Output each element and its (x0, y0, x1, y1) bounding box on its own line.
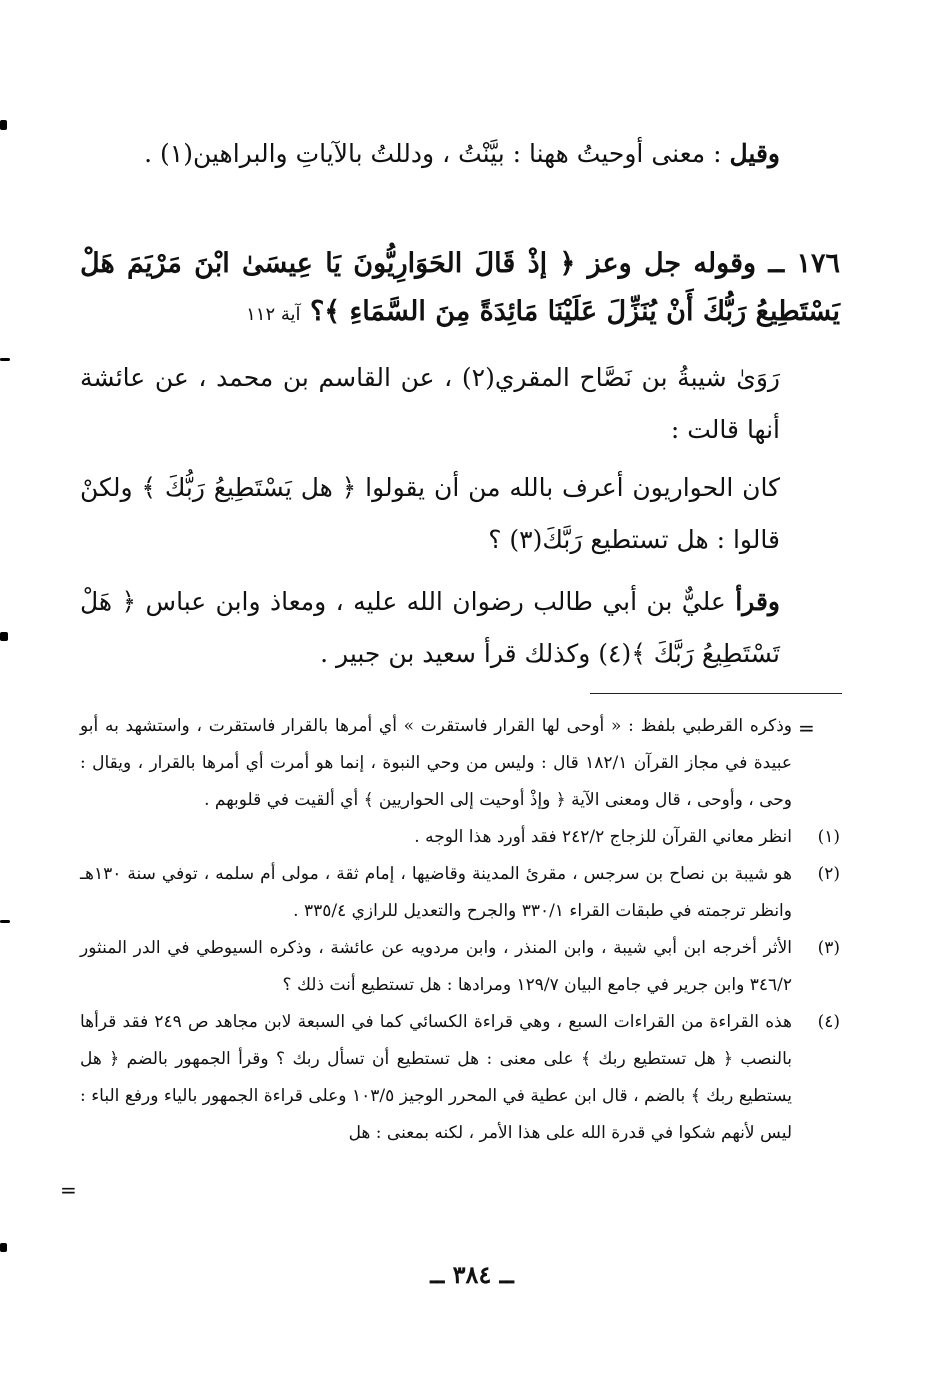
continuation-mark: = (798, 716, 815, 740)
margin-mark (0, 632, 8, 641)
footnote-number: (٢) (817, 864, 840, 884)
footnote-text: هذه القراءة من القراءات السبع ، وهي قراءة الكسائي كما في السبعة لابن مجاهد ص ٢٤٩ فقد قرأها بالنصب ﴿ هل تستطيع ربك ﴾ على معنى : هل تستطيع أن تسأل ربك ؟ وقرأ الجمهور بالضم ﴿ هل يستطيع ربك ﴾ بالضم ، قال ابن عطية في المحرر الوجيز ١٠٣/٥ وعلى قراءة الجمهور بالياء ورفع الباء : ليس لأنهم شكوا في قدرة الله على هذا الأمر ، لكنه بمعنى : هل (80, 1012, 792, 1143)
footnote-text: وذكره القرطبي بلفظ : « أوحى لها القرار فاستقرت » أي أمرها بالقرار فاستقرت ، واستشهد به أبو عبيدة في مجاز القرآن ١٨٢/١ قال : وليس من وحي النبوة ، إنما هو أمرت أي أمرها بالقرار ، ويقال : وحى ، وأوحى ، قال ومعنى الآية ﴿ وإذْ أوحيت إلى الحواريين ﴾ أي ألقيت في قلوبهم . (80, 716, 793, 810)
verse-heading (80, 240, 840, 339)
footnote-separator (590, 693, 842, 694)
footnote-1 (80, 819, 840, 856)
footnote-3 (80, 930, 840, 1004)
page-number: ــ ٣٨٤ ــ (430, 1260, 514, 1289)
paragraph-text: رَوَىٰ شيبةُ بن نَصَّاح المقري(٢) ، عن القاسم بن محمد ، عن عائشة أنها قالت : (80, 363, 780, 444)
paragraph-lead: وقيل (729, 139, 780, 168)
paragraph-text: : معنى أوحيتُ ههنا : بيَّنْتُ ، ودللتُ بالآياتِ والبراهين(١) . (144, 139, 722, 168)
footnote-4 (80, 1004, 840, 1152)
paragraph-2 (80, 352, 780, 456)
footnote-text: الأثر أخرجه ابن أبي شيبة ، وابن المنذر ، وابن مردويه عن عائشة ، وذكره السيوطي في الدر المنثور ٣٤٦/٢ وابن جرير في جامع البيان ١٢٩/٧ ومرادها : هل تستطيع أنت ذلك ؟ (80, 938, 792, 995)
footnote-2 (80, 856, 840, 930)
paragraph-lead: وقرأ (735, 587, 780, 616)
continuation-end-mark: = (60, 1178, 77, 1202)
paragraph-text: كان الحواريون أعرف بالله من أن يقولوا ﴿ هل يَسْتَطِيعُ رَبُّكَ ﴾ ولكنْ قالوا : هل تستطيع رَبَّكَ(٣) ؟ (80, 473, 780, 554)
footnote-continuation (80, 708, 840, 819)
paragraph-1 (80, 128, 780, 180)
footnotes (80, 708, 840, 1152)
footnote-number: (١) (817, 827, 840, 847)
verse-reference: آية ١١٢ (246, 304, 301, 325)
verse-text: ١٧٦ ــ وقوله جل وعز ﴿ إذْ قَالَ الحَوَارِيُّونَ يَا عِيسَىٰ ابْنَ مَرْيَمَ هَلْ يَسْتَطِيعُ رَبُّكَ أَنْ يُنَزِّلَ عَلَيْنَا مَائِدَةً مِنَ السَّمَاءِ ﴾؟ (80, 248, 840, 327)
paragraph-4 (80, 576, 780, 680)
margin-mark (0, 120, 7, 130)
margin-mark (0, 920, 10, 923)
footnote-text: هو شيبة بن نصاح بن سرجس ، مقرئ المدينة وقاضيها ، إمام ثقة ، مولى أم سلمه ، توفي سنة ١٣٠هـ وانظر ترجمته في طبقات القراء ٣٣٠/١ والجرح والتعديل للرازي ٣٣٥/٤ . (80, 864, 792, 921)
paragraph-text: عليٌّ بن أبي طالب رضوان الله عليه ، ومعاذ وابن عباس ﴿ هَلْ تَسْتَطِيعُ رَبَّكَ ﴾(٤) وكذلك قرأ سعيد بن جبير . (80, 587, 780, 668)
margin-mark (0, 358, 10, 361)
footnote-number: (٤) (817, 1012, 840, 1032)
margin-mark (0, 1243, 7, 1252)
paragraph-3 (80, 462, 780, 566)
footnote-number: (٣) (817, 938, 840, 958)
footnote-text: انظر معاني القرآن للزجاج ٢٤٢/٢ فقد أورد هذا الوجه . (414, 827, 792, 847)
